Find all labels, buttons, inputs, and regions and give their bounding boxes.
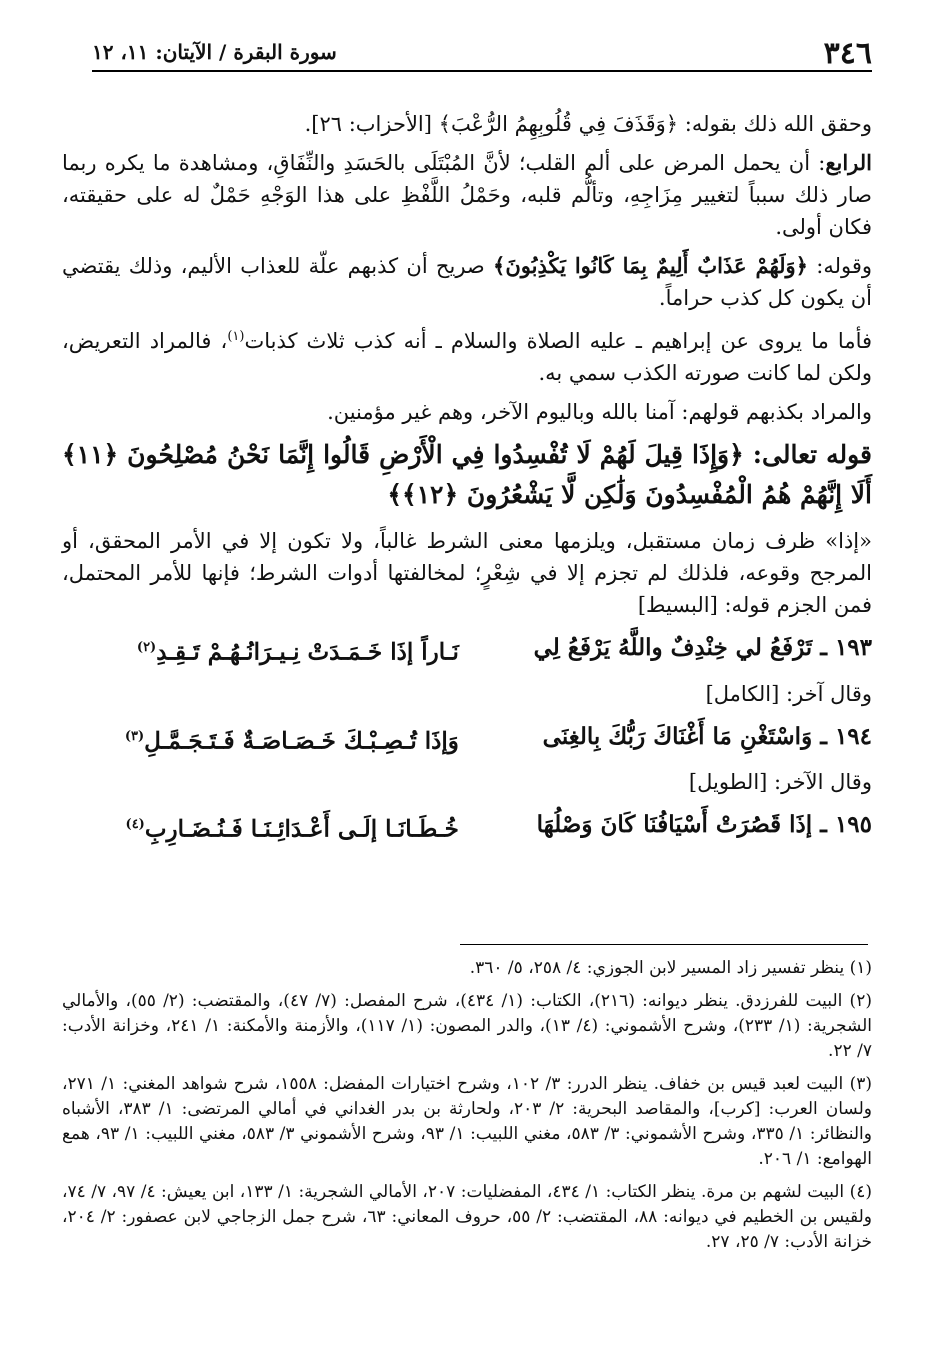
paragraph: وحقق الله ذلك بقوله: ﴿وَقَذَفَ فِي قُلُوبِهِمُ الرُّعْبَ﴾ [الأحزاب: ٢٦].	[304, 112, 872, 136]
paragraph: والمراد بكذبهم قولهم: آمنا بالله وباليوم الآخر، وهم غير مؤمنين.	[327, 400, 872, 424]
footnote: (١) ينظر تفسير زاد المسير لابن الجوزي: ٤/ ٢٥٨، ٥/ ٣٦٠.	[469, 958, 872, 978]
footnote-mark: (٤)	[125, 817, 145, 833]
footnote-mark: (٢)	[136, 640, 157, 655]
poem-text: نَـاراً إذَا خَـمَـدَتْ نِـيـرَانُـهُـمْ تَـقِـدِ	[156, 638, 459, 666]
paragraph	[62, 321, 872, 389]
paragraph	[62, 147, 872, 243]
quran-verse: ﴿وَإِذَا قِيلَ لَهُمْ لَا تُفْسِدُوا فِي الْأَرْضِ قَالُوا إِنَّمَا نَحْنُ مُصْلِحُونَ ﴿١١﴾ أَلَا إِنَّهُمْ هُمُ الْمُفْسِدُونَ وَلَٰكِن لَّا يَشْعُرُونَ ﴿١٢﴾﴾	[62, 440, 872, 509]
paragraph-text: صريح أن كذبهم علّة للعذاب الأليم، وذلك يقتضي أن يكون كل كذب حراماً.	[62, 254, 872, 310]
poem-line	[62, 718, 872, 761]
paragraph-label: الرابع	[825, 150, 872, 175]
poem-hemistich-2	[62, 629, 459, 672]
footnote-mark: (٣)	[124, 728, 145, 744]
footnote: (٢) البيت للفرزدق. ينظر ديوانه: (٢١٦)، الكتاب: (١/ ٤٣٤)، شرح المفصل: (٧/ ٤٧)، والمقتضب: (٢/ ٥٥)، والأمالي الشجرية: (١/ ٢٣٣)، وشرح الأشموني: (٤/ ١٣)، والدر المصون: (١/ ١١٧)، والأزمنة والأمكنة: ١/ ٢٤١، وخزانة الأدب: ٧/ ٢٢.	[62, 991, 873, 1061]
paragraph-text: وقوله:	[807, 254, 873, 278]
running-title: سورة البقرة / الآيتان: ١١، ١٢	[92, 40, 337, 64]
poem-text: خُـطَـانَـا إلَـى أَعْـدَائِـنَـا فَـنُـضَـارِبِ	[144, 815, 459, 843]
poem-hemistich-2	[62, 806, 459, 849]
footnote: (٤) البيت لشهم بن مرة. ينظر الكتاب: ١/ ٤٣٤، المفضليات: ٢٠٧، الأمالي الشجرية: ١/ ١٣٣، ابن يعيش: ٤/ ٩٧، ٧/ ٧٤، ولقيس بن الخطيم في ديوانه: ٨٨، المقتضب: ٢/ ٥٥، حروف المعاني: ٦٣، شرح جمل الزجاجي لابن عصفور: ٢/ ٢٠٤، خزانة الأدب: ٧/ ٢٥، ٢٧.	[62, 1182, 872, 1252]
paragraph-text: فأما ما يروى عن إبراهيم ـ عليه الصلاة والسلام ـ أنه كذب ثلاث كذبات	[244, 329, 873, 353]
quran-quote: ﴿وَلَهُمْ عَذَابٌ أَلِيمٌ بِمَا كَانُوا يَكْذِبُونَ﴾	[493, 253, 808, 278]
footnotes	[62, 956, 872, 1263]
footnote: (٣) البيت لعبد قيس بن خفاف. ينظر الدرر: ٣/ ١٠٢، وشرح اختيارات المفضل: ١٥٥٨، شرح شواهد المغني: ١/ ٢٧١، ولسان العرب: [كرب]، والمقاصد البحرية: ٢/ ٢٠٣، ولحارثة بن بدر الغداني في أمالي المرتضى: ١/ ٣٨٣، الأشباه والنظائر: ١/ ٣٣٥، وشرح الأشموني: ٣/ ٥٨٣، مغني اللبيب: ١/ ٩٣، وشرح الأشموني ٣/ ٥٨٣، مغني اللبيب: ١/ ٩٣، همع الهوامع: ١/ ٢٠٦.	[62, 1074, 873, 1169]
verse-intro: قوله تعالى:	[743, 440, 872, 469]
verse-block	[62, 435, 872, 515]
poem-line	[62, 629, 872, 672]
paragraph-text: ، فالمراد التعريض، ولكن لما كانت صورته الكذب سمي به.	[62, 329, 872, 385]
poem-intro: وقال الآخر: [الطويل]	[688, 770, 872, 795]
poem-intro: وقال آخر: [الكامل]	[705, 681, 872, 706]
poem-hemistich-1: ١٩٥ ـ إذَا قَصُرَتْ أَسْيَافُنَا كَانَ وَصْلُهَا	[536, 811, 872, 839]
paragraph	[62, 250, 872, 314]
main-text	[62, 108, 872, 855]
paragraph: «إذا» ظرف زمان مستقبل، ويلزمها معنى الشرط غالباً، ولا تكون إلا في الأمر المحقق، أو المرجح وقوعه، فلذلك لم تجزم إلا في شِعْرٍ؛ لمخالفتها أدوات الشرط؛ فإنها للأمر المحتمل، فمن الجزم قوله: [البسيط]	[62, 529, 872, 617]
poem-hemistich-2	[62, 718, 459, 761]
poem-text: وَإذَا تُـصِـبْـكَ خَـصَـاصَـةٌ فَـتَـجَـمَّـلِ	[144, 727, 459, 755]
footnote-mark: (١)	[227, 329, 245, 344]
poem-line	[62, 806, 872, 849]
page-number: ٣٤٦	[823, 36, 872, 71]
page-header	[92, 36, 872, 76]
poem-hemistich-1: ١٩٣ ـ تَرْفَعُ لي خِنْدِفٌ واللَّهُ يَرْفَعُ لِي	[533, 634, 872, 661]
poem-hemistich-1: ١٩٤ ـ وَاسْتَغْنِ مَا أَغْنَاكَ رَبُّكَ بِالغِنَى	[542, 722, 872, 750]
header-rule	[92, 70, 872, 72]
footnote-rule	[460, 944, 868, 945]
paragraph-text: : أن يحمل المرض على ألم القلب؛ لأنَّ المُبْتَلَى بالحَسَدِ والنِّفَاقِ، ومشاهدة ما يكره ربما صار ذلك سبباً لتغيير مِزَاجِهِ، وتألُّم قلبه، وحَمْلُ اللَّفْظِ على هذا الوَجْهِ حَمْلٌ له على حقيقته، فكان أولى.	[62, 151, 872, 239]
